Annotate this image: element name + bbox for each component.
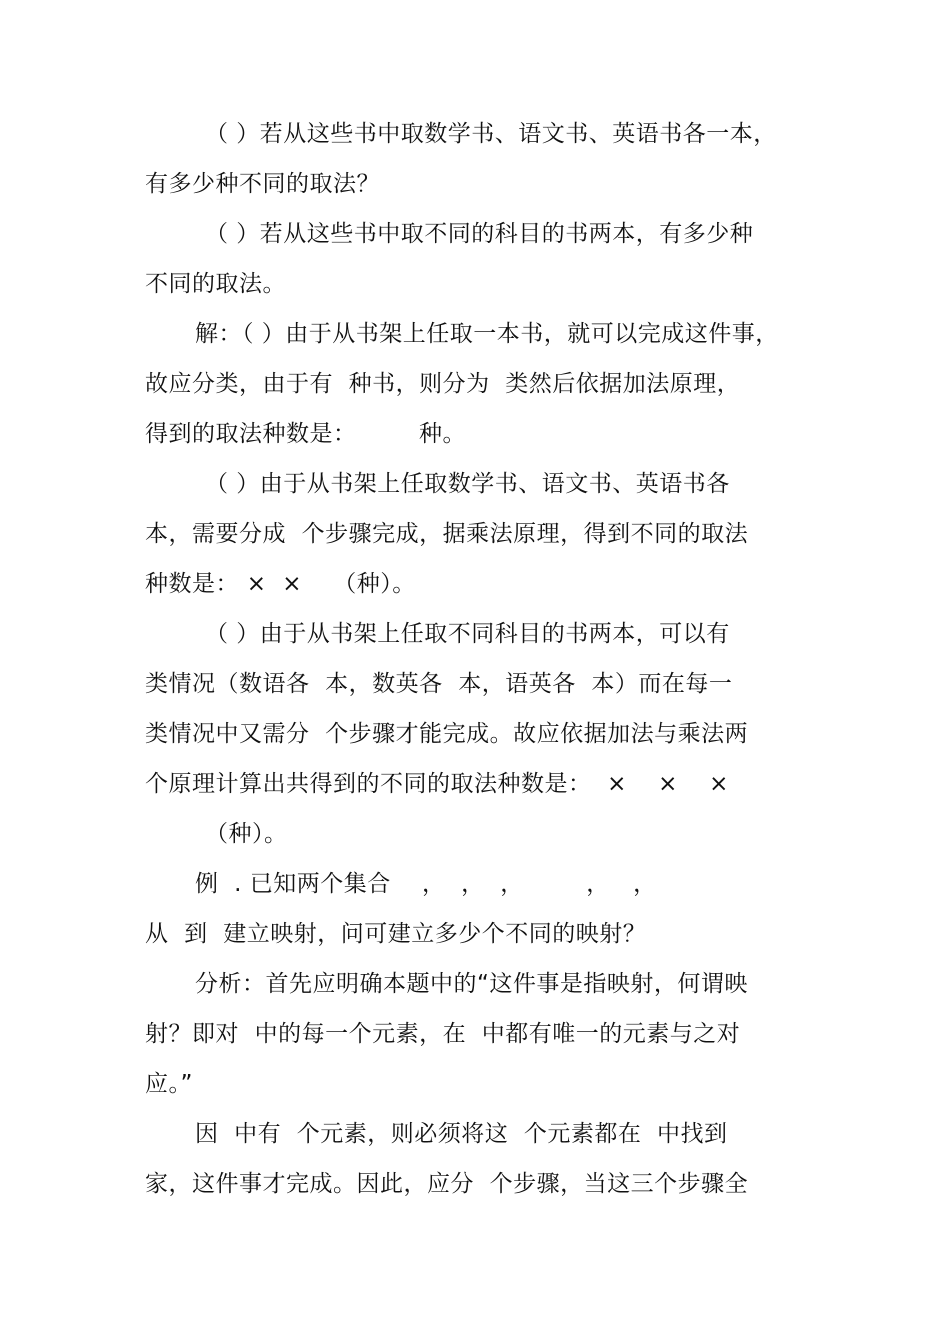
text-line: 应。” — [145, 1071, 193, 1097]
text-line: 解：（ ）由于从书架上任取一本书，就可以完成这件事， — [195, 321, 779, 347]
text-line: 故应分类，由于有 种书，则分为 类然后依据加法原理， — [145, 371, 741, 397]
text-line: （ ）若从这些书中取数学书、语文书、英语书各一本， — [205, 121, 777, 147]
text-line: 本，需要分成 个步骤完成，据乘法原理，得到不同的取法 — [145, 521, 749, 547]
text-line: 例 . 已知两个集合 ， ， ， ， ， — [195, 871, 657, 897]
text-line: （ ）由于从书架上任取数学书、语文书、英语书各 — [205, 471, 730, 497]
text-line: 因 中有 个元素，则必须将这 个元素都在 中找到 — [195, 1121, 728, 1147]
text-line: 从 到 建立映射，问可建立多少个不同的映射？ — [145, 921, 647, 947]
text-line: 类情况中又需分 个步骤才能完成。故应依据加法与乘法两 — [145, 721, 749, 747]
text-line: （种）。 — [205, 821, 288, 847]
text-line: 射？即对 中的每一个元素，在 中都有唯一的元素与之对 — [145, 1021, 741, 1047]
text-line: 不同的取法。 — [145, 271, 286, 297]
text-line: 家，这件事才完成。因此，应分 个步骤，当这三个步骤全 — [145, 1171, 749, 1197]
text-line: （ ）若从这些书中取不同的科目的书两本，有多少种 — [205, 221, 754, 247]
text-line: 种数是： × × （种）。 — [145, 571, 416, 597]
text-line: 类情况（数语各 本，数英各 本，语英各 本）而在每一 — [145, 671, 733, 697]
text-line: 得到的取法种数是： 种。 — [145, 421, 466, 447]
text-line: 分析：首先应明确本题中的“这件事是指映射，何谓映 — [195, 971, 748, 997]
text-line: 个原理计算出共得到的不同的取法种数是： × × × — [145, 771, 729, 797]
text-line: （ ）由于从书架上任取不同科目的书两本，可以有 — [205, 621, 730, 647]
text-line: 有多少种不同的取法？ — [145, 171, 380, 197]
